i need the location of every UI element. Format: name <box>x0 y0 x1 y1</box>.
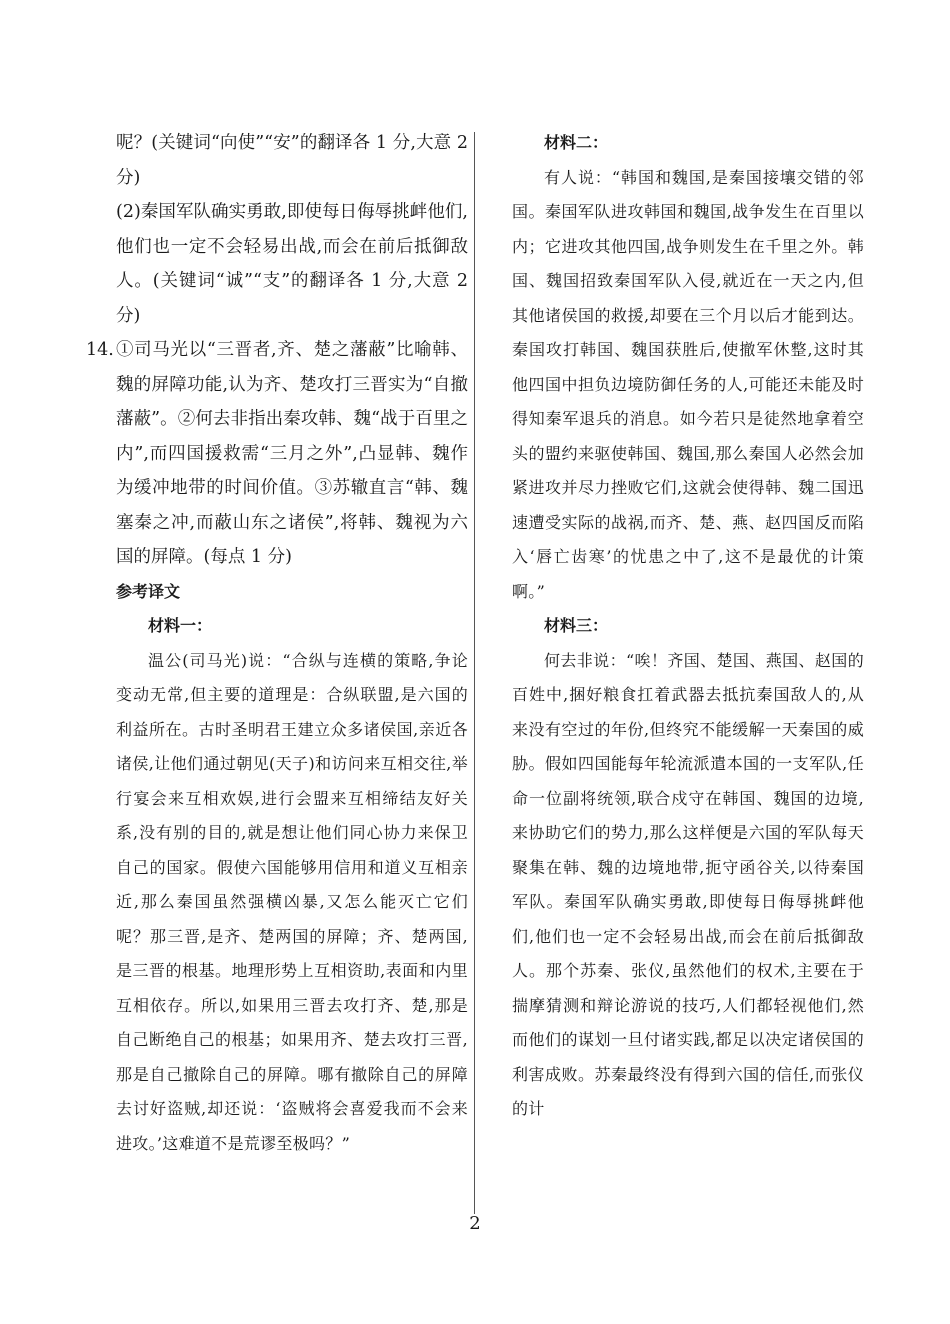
material-2-text: 有人说：“韩国和魏国,是秦国接壤交错的邻国。秦国军队进攻韩国和魏国,战争发生在百里以内；它进攻其他四国,战争则发生在千里之外。韩国、魏国招致秦国军队入侵,就近在一天之内,但其他诸侯国的救援,却要在三个月以后才能到达。秦国攻打韩国、魏国获胜后,使撤军休整,这时其他四国中担负边境防御任务的人,可能还未能及时得知秦军退兵的消息。如今若只是徒然地拿着空头的盟约来驱使韩国、魏国,那么秦国人必然会加紧进攻并尽力挫败它们,这就会使得韩、魏二国迅速遭受实际的战祸,而齐、楚、燕、赵四国反而陷入‘唇亡齿寒’的忧患之中了,这不是最优的计策啊。” <box>512 167 864 601</box>
reference-translation-heading: 参考译文 <box>116 581 181 601</box>
material-1-text: 温公(司马光)说：“合纵与连横的策略,争论变动无常,但主要的道理是：合纵联盟,是六国的利益所在。古时圣明君王建立众多诸侯国,亲近各诸侯,让他们通过朝见(天子)和访问来互相交往,举行宴会来互相欢娱,进行会盟来互相缔结友好关系,没有别的目的,就是想让他们同心协力来保卫自己的国家。假使六国能够用信用和道义互相亲近,那么秦国虽然强横凶暴,又怎么能灭亡它们呢？那三晋,是齐、楚两国的屏障；齐、楚两国,是三晋的根基。地理形势上互相资助,表面和内里互相依存。所以,如果用三晋去攻打齐、楚,那是自己断绝自己的根基；如果用齐、楚去攻打三晋,那是自己撤除自己的屏障。哪有撤除自己的屏障去讨好盗贼,却还说：‘盗贼将会喜爱我而不会来进攻。’这难道不是荒谬至极吗？” <box>116 650 468 1153</box>
material-1-heading: 材料一： <box>148 616 213 635</box>
material-3-heading: 材料三： <box>544 616 609 635</box>
answer-14 <box>86 333 468 575</box>
answer-13-continued: 呢？(关键词“向使”“安”的翻译各 1 分,大意 2 分) <box>116 133 468 188</box>
page-number: 2 <box>469 1213 481 1234</box>
material-3-text: 何去非说：“唉！齐国、楚国、燕国、赵国的百姓中,捆好粮食扛着武器去抵抗秦国敌人的,从来没有空过的年份,但终究不能缓解一天秦国的威胁。假如四国能每年轮流派遣本国的一支军队,任命一位副将统领,联合戍守在韩国、魏国的边境,来协助它们的势力,那么这样便是六国的军队每天聚集在韩、魏的边境地带,扼守函谷关,以待秦国军队。秦国军队确实勇敢,即使每日侮辱挑衅他们,他们也一定不会轻易出战,而会在前后抵御敌人。那个苏秦、张仪,虽然他们的权术,主要在于揣摩猜测和辩论游说的技巧,人们都轻视他们,然而他们的谋划一旦付诸实践,都足以决定诸侯国的利害成败。苏秦最终没有得到六国的信任,而张仪的计 <box>512 650 864 1118</box>
answer-14-text: ①司马光以“三晋者,齐、楚之藩蔽”比喻韩、魏的屏障功能,认为齐、楚攻打三晋实为“自撤藩蔽”。②何去非指出秦攻韩、魏“战于百里之内”,而四国援救需“三月之外”,凸显韩、魏作为缓冲地带的时间价值。③苏辙直言“韩、魏塞秦之冲,而蔽山东之诸侯”,将韩、魏视为六国的屏障。(每点 1 分) <box>116 340 468 567</box>
right-column <box>512 126 864 1127</box>
column-divider <box>474 132 475 1214</box>
material-2-heading: 材料二： <box>544 133 609 152</box>
answer-13-part-2: (2)秦国军队确实勇敢,即使每日侮辱挑衅他们,他们也一定不会轻易出战,而会在前后抵御敌人。(关键词“诚”“支”的翻译各 1 分,大意 2 分) <box>116 202 468 326</box>
question-number-14: 14. <box>86 340 114 360</box>
left-column <box>86 126 468 1161</box>
